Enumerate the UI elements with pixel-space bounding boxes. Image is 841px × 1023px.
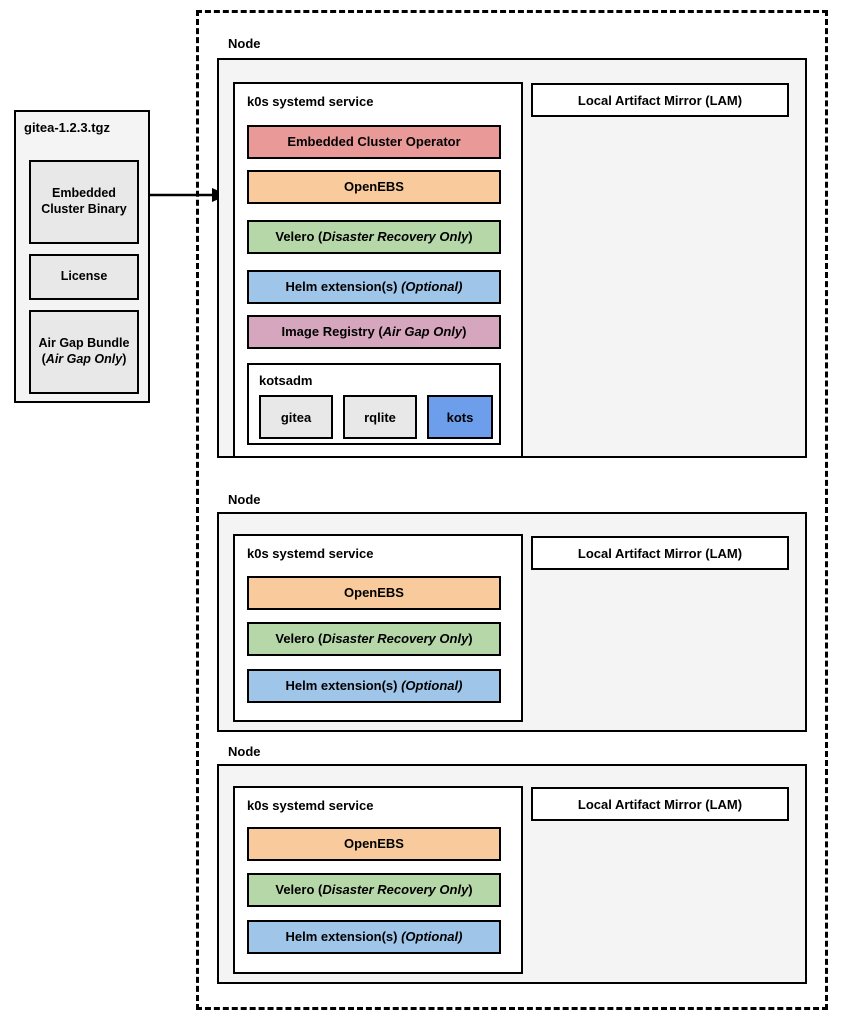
- local-artifact-mirror-3: [531, 787, 789, 821]
- component-label: Helm extension(s) (Optional): [285, 678, 463, 694]
- bundle-item-label: Embedded Cluster Binary: [41, 186, 127, 216]
- component-label: OpenEBS: [344, 179, 404, 195]
- component-helm-extensions: [247, 920, 501, 954]
- component-label: Image Registry (Air Gap Only): [281, 324, 467, 340]
- component-helm-extensions: [247, 270, 501, 304]
- node-label: Node: [228, 492, 261, 507]
- pod-rqlite: [343, 395, 417, 439]
- component-label: Velero (Disaster Recovery Only): [275, 229, 473, 245]
- pod-label: rqlite: [364, 409, 396, 425]
- component-helm-extensions: [247, 669, 501, 703]
- kotsadm-box: [247, 363, 501, 445]
- component-label: Helm extension(s) (Optional): [285, 929, 463, 945]
- component-label: OpenEBS: [344, 585, 404, 601]
- local-artifact-mirror-1: [531, 83, 789, 117]
- lam-label: Local Artifact Mirror (LAM): [577, 796, 743, 812]
- component-velero: [247, 220, 501, 254]
- component-label: Velero (Disaster Recovery Only): [275, 882, 473, 898]
- bundle-item-label: License: [60, 269, 108, 284]
- component-embedded-cluster-operator: [247, 125, 501, 159]
- pod-label: gitea: [280, 409, 312, 425]
- lam-label: Local Artifact Mirror (LAM): [577, 545, 743, 561]
- kotsadm-title: kotsadm: [259, 373, 313, 388]
- component-openebs: [247, 576, 501, 610]
- pod-label: kots: [446, 409, 474, 425]
- bundle-package: [14, 110, 150, 403]
- bundle-item-license: [29, 254, 139, 300]
- component-velero: [247, 873, 501, 907]
- bundle-title: gitea-1.2.3.tgz: [24, 120, 110, 135]
- component-velero: [247, 622, 501, 656]
- bundle-item-air-gap-bundle: [29, 310, 139, 394]
- bundle-item-label: Air Gap Bundle (Air Gap Only): [38, 336, 130, 366]
- component-openebs: [247, 827, 501, 861]
- pod-kots: [427, 395, 493, 439]
- lam-label: Local Artifact Mirror (LAM): [577, 92, 743, 108]
- component-label: Velero (Disaster Recovery Only): [275, 631, 473, 647]
- bundle-item-embedded-cluster-binary: [29, 160, 139, 244]
- pod-gitea: [259, 395, 333, 439]
- component-label: Embedded Cluster Operator: [287, 134, 461, 150]
- component-openebs: [247, 170, 501, 204]
- component-image-registry: [247, 315, 501, 349]
- component-label: Helm extension(s) (Optional): [285, 279, 463, 295]
- component-label: OpenEBS: [344, 836, 404, 852]
- node-label: Node: [228, 36, 261, 51]
- k0s-service-title: k0s systemd service: [247, 546, 374, 561]
- k0s-service-title: k0s systemd service: [247, 94, 374, 109]
- local-artifact-mirror-2: [531, 536, 789, 570]
- node-label: Node: [228, 744, 261, 759]
- k0s-service-title: k0s systemd service: [247, 798, 374, 813]
